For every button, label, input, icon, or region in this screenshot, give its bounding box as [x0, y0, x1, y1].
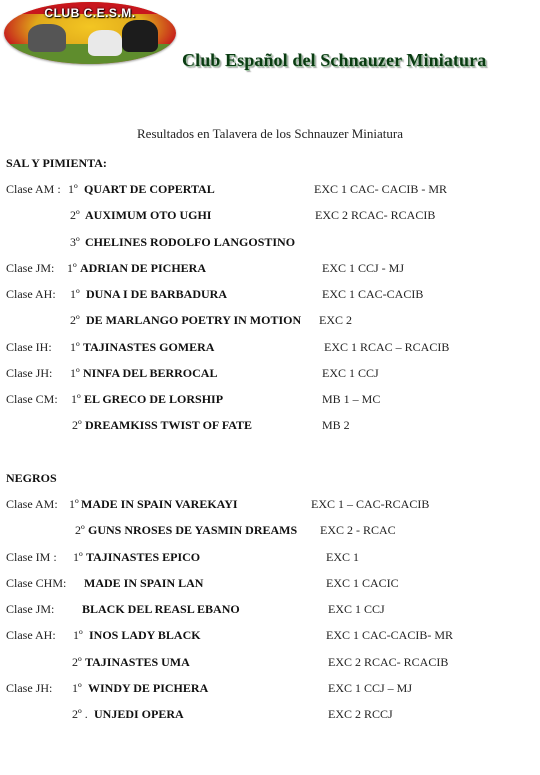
result-row — [0, 235, 540, 253]
result-award: EXC 1 CCJ — [322, 366, 379, 380]
schnauzer-black-icon — [122, 20, 158, 52]
result-award: EXC 1 CAC- CACIB - MR — [314, 182, 448, 196]
club-title: Club Español del Schnauzer Miniatura — [182, 50, 487, 70]
dog-name: GUNS NROSES DE YASMIN DREAMS — [88, 523, 298, 537]
placement: 2º — [75, 523, 85, 537]
class-label: Clase JH: — [6, 366, 53, 380]
dog-name: ADRIAN DE PICHERA — [80, 261, 207, 275]
dog-name: MADE IN SPAIN LAN — [84, 576, 204, 590]
class-label: Clase CHM: — [6, 576, 67, 590]
result-award: EXC 2 RCAC- RCACIB — [328, 655, 449, 669]
class-label: Clase AH: — [6, 287, 56, 301]
dog-name: BLACK DEL REASL EBANO — [82, 602, 240, 616]
dog-name: WINDY DE PICHERA — [88, 681, 209, 695]
dog-name: DREAMKISS TWIST OF FATE — [85, 418, 253, 432]
result-row — [0, 287, 540, 305]
result-award: EXC 1 CCJ - MJ — [322, 261, 405, 275]
result-row — [0, 261, 540, 279]
section-heading-black: NEGROS — [6, 471, 57, 485]
dog-name: UNJEDI OPERA — [94, 707, 184, 721]
class-label: Clase AH: — [6, 628, 56, 642]
result-row — [0, 655, 540, 673]
dog-name: TAJINASTES EPICO — [86, 550, 201, 564]
placement: 1º — [69, 497, 79, 511]
result-award: MB 2 — [322, 418, 350, 432]
result-award: EXC 2 — [319, 313, 352, 327]
logo-text: CLUB C.E.S.M. — [44, 6, 136, 20]
placement: 1º — [70, 287, 80, 301]
result-award: MB 1 – MC — [322, 392, 381, 406]
class-label: Clase AM: — [6, 497, 58, 511]
result-row — [0, 576, 540, 594]
dog-name: MADE IN SPAIN VAREKAYI — [81, 497, 238, 511]
dog-name: DE MARLANGO POETRY IN MOTION — [86, 313, 302, 327]
result-row — [0, 208, 540, 226]
placement: 1º — [72, 681, 82, 695]
result-award: EXC 1 CAC-CACIB- MR — [326, 628, 454, 642]
result-row — [0, 497, 540, 515]
result-row — [0, 550, 540, 568]
placement: 2º — [70, 208, 80, 222]
result-row — [0, 366, 540, 384]
result-row — [0, 602, 540, 620]
result-award: EXC 1 — [326, 550, 359, 564]
dog-name: CHELINES RODOLFO LANGOSTINO — [85, 235, 296, 249]
section-heading-salt-pepper: SAL Y PIMIENTA: — [6, 156, 107, 170]
class-label: Clase CM: — [6, 392, 58, 406]
class-label: Clase JM: — [6, 261, 55, 275]
result-award: EXC 1 CCJ – MJ — [328, 681, 413, 695]
result-award: EXC 1 CCJ — [328, 602, 385, 616]
dog-name: QUART DE COPERTAL — [84, 182, 215, 196]
placement: 1º — [71, 392, 81, 406]
result-row — [0, 340, 540, 358]
class-label: Clase IH: — [6, 340, 52, 354]
placement: 1º — [73, 550, 83, 564]
result-row — [0, 392, 540, 410]
class-label: Clase JH: — [6, 681, 53, 695]
placement: 2º — [70, 313, 80, 327]
result-award: EXC 2 RCAC- RCACIB — [315, 208, 436, 222]
placement: 1º — [67, 261, 77, 275]
result-award: EXC 1 – CAC-RCACIB — [311, 497, 430, 511]
placement: 1º — [70, 340, 80, 354]
result-award: EXC 1 CAC-CACIB — [322, 287, 424, 301]
class-label: Clase JM: — [6, 602, 55, 616]
dog-name: TAJINASTES UMA — [85, 655, 190, 669]
class-label: Clase IM : — [6, 550, 57, 564]
club-logo — [4, 2, 176, 64]
schnauzer-white-icon — [88, 30, 122, 56]
class-label: Clase AM : — [6, 182, 61, 196]
placement: 2º . — [72, 707, 88, 721]
placement: 1º — [73, 628, 83, 642]
schnauzer-salt-pepper-icon — [28, 24, 66, 52]
placement: 2º — [72, 655, 82, 669]
result-award: EXC 1 CACIC — [326, 576, 399, 590]
dog-name: EL GRECO DE LORSHIP — [84, 392, 224, 406]
placement: 1º — [70, 366, 80, 380]
results-subtitle: Resultados en Talavera de los Schnauzer Miniatura — [137, 126, 403, 141]
result-award: EXC 1 RCAC – RCACIB — [324, 340, 450, 354]
placement: 1º — [68, 182, 78, 196]
result-award: EXC 2 RCCJ — [328, 707, 393, 721]
result-award: EXC 2 - RCAC — [320, 523, 396, 537]
result-row — [0, 707, 540, 725]
result-row — [0, 628, 540, 646]
result-row — [0, 523, 540, 541]
result-row — [0, 313, 540, 331]
placement: 3º — [70, 235, 80, 249]
dog-name: AUXIMUM OTO UGHI — [85, 208, 212, 222]
dog-name: DUNA I DE BARBADURA — [86, 287, 228, 301]
placement: 2º — [72, 418, 82, 432]
result-row — [0, 681, 540, 699]
dog-name: INOS LADY BLACK — [89, 628, 201, 642]
result-row — [0, 182, 540, 200]
dog-name: NINFA DEL BERROCAL — [83, 366, 218, 380]
dog-name: TAJINASTES GOMERA — [83, 340, 215, 354]
result-row — [0, 418, 540, 436]
